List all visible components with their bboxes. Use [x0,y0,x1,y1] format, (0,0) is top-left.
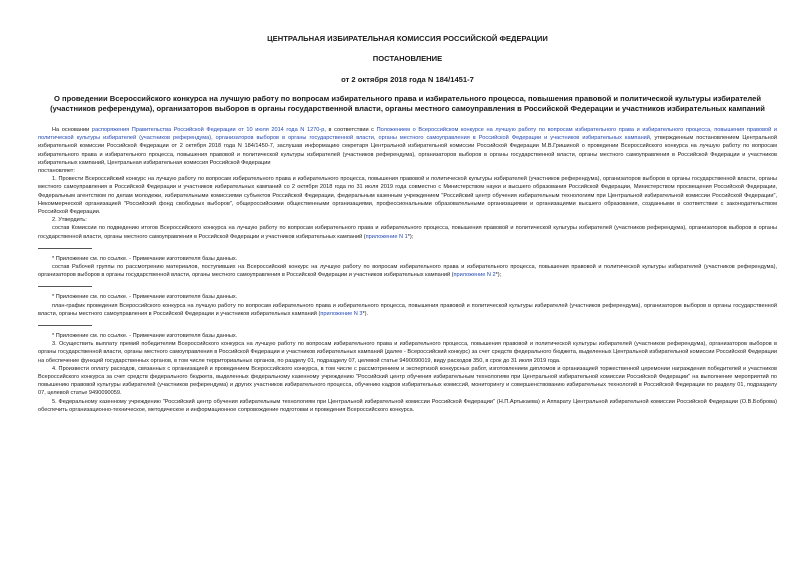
appendix-3-link[interactable]: приложение N 3 [320,310,363,317]
footnote-3: * Приложение см. по ссылке. - Примечание изготовителя базы данных. [52,333,238,340]
document-date-number: от 2 октября 2018 года N 184/1451-7 [341,75,474,84]
resolves-line: постановляет: [38,168,75,175]
item-2c-end: *). [362,310,369,317]
footnote-separator [38,286,92,287]
preamble-text-3: , утвержденным постановлением Центральной избирательной комиссии Российской Федерации от 2 октября 2018 года N 184/1450-7, заслушав информацию секретаря Центральной избирательной комиссии Российской Федерации М.В.Гришиной о проведении Всероссийского конкурса на лучшую работу по вопросам избирательного права и избирательного процесса, повышения правовой и политической культуры избирателей (участников референдума), организаторов выборов в органы государственной власти, органы местного самоуправления в Российской Федерации и участников избирательных кампаний, Центральная избирательная комиссия Российской Федерации [38,135,777,166]
item-3: 3. Осуществить выплату премий победителям Всероссийского конкурса на лучшую работу по вопросам избирательного права и избирательного процесса, повышения правовой и политической культуры избирателей (участников референдума), организаторов выборов в органы государственной власти, органы местного самоуправления в Российской Федерации и участников избирательных кампаний (далее - Всероссийский конкурс) за счет средств федерального бюджета, выделенных Центральной избирательной комиссии Российской Федерации на обеспечение функций государственных органов, в том числе территориальных органов, по разделу 01, подразделу 07, целевой статье 9490090019, виду расходов 350, в срок до 31 июля 2019 года. [38,341,777,364]
issuing-authority: ЦЕНТРАЛЬНАЯ ИЗБИРАТЕЛЬНАЯ КОМИССИЯ РОССИЙСКОЙ ФЕДЕРАЦИИ [267,34,548,43]
appendix-2-link[interactable]: приложение N 2 [453,272,496,279]
government-order-link[interactable]: распоряжения Правительства Российской Федерации от 10 июля 2014 года N 1270-р [91,127,325,133]
item-1: 1. Провести Всероссийский конкурс на лучшую работу по вопросам избирательного права и избирательного процесса, повышения правовой и политической культуры избирателей (участников референдума), организаторов выборов в органы государственной власти, органы местного самоуправления в Российской Федерации и участников избирательных кампаний со 2 октября 2018 года по 31 июля 2019 года совместно с Министерством науки и высшего образования Российской Федерации, Министерством просвещения Российской Федерации, Федеральным агентством по делам молодежи, избирательными комиссиями субъектов Российской Федерации, федеральным казенным учреждением "Российский центр обучения избирательным технологиям при Центральной избирательной комиссии Российской Федерации", Некоммерческой организацией "Российский фонд свободных выборов", общероссийскими общественными организациями, профессиональными образовательными организациями и организациями высшего образования, созданными в соответствии с законодательством Российской Федерации. [38,176,777,216]
preamble-paragraph [38,126,777,167]
item-2: 2. Утвердить: [52,217,87,224]
item-2b-end: *); [495,272,502,279]
document-type: ПОСТАНОВЛЕНИЕ [372,54,443,63]
preamble-text-2: , в соответствии с [324,127,377,133]
document-title: О проведении Всероссийского конкурса на лучшую работу по вопросам избирательного права и избирательного процесса, повышения правовой и политической культуры избирателей (участников референдума), организаторов выборов в органы государственной власти, органы местного самоуправления в Российской Федерации и участников избирательных кампаний [50,94,765,113]
item-2b [38,263,777,279]
footnote-2: * Приложение см. по ссылке. - Примечание изготовителя базы данных. [52,294,238,301]
footnote-separator [38,325,92,326]
item-2c-text: план-график проведения Всероссийского конкурса на лучшую работу по вопросам избирательного права и избирательного процесса, повышения правовой и политической культуры избирателей (участников референдума), организаторов выборов в органы государственной власти, органы местного самоуправления в Российской Федерации и участников избирательных кампаний ( [38,302,777,317]
footnote-1: * Приложение см. по ссылке. - Примечание изготовителя базы данных. [52,255,238,262]
item-2c [38,302,777,318]
preamble-text-1: На основании [52,127,92,133]
item-5: 5. Федеральному казенному учреждению "Российский центр обучения избирательным технологиям при Центральной избирательной комиссии Российской Федерации" (Н.П.Артыкаева) и Аппарату Центральной избирательной комиссии Российской Федерации (О.В.Боброва) обеспечить организационно-техническое, методическое и информационное сопровождение подготовки и проведения Всероссийского конкурса. [38,398,777,413]
item-2b-text: состав Рабочей группы по рассмотрению материалов, поступивших на Всероссийский конкурс на лучшую работу по вопросам избирательного права и избирательного процесса, повышения правовой и политической культуры избирателей (участников референдума), организаторов выборов в органы государственной власти, органы местного самоуправления в Российской Федерации и участников избирательных кампаний ( [38,264,777,279]
regulation-link[interactable]: Положением о Всероссийском конкурсе на лучшую работу по вопросам избирательного права и избирательного процесса, повышения правовой и политической культуры избирателей (участников референдума), организаторов выборов в органы государственной власти, органы местного самоуправления в Российской Федерации и участников избирательных кампаний [38,127,777,142]
item-4: 4. Произвести оплату расходов, связанных с организацией и проведением Всероссийского конкурса, в том числе с рассмотрением и экспертизой конкурсных работ, изготовлением дипломов и организацией торжественной церемонии награждения победителей и участников Всероссийского конкурса за счет средств федерального бюджета, выделенных федеральному казенному учреждению "Российский центр обучения избирательным технологиям при Центральной избирательной комиссии Российской Федерации" на выполнение мероприятий по повышению правовой культуры избирателей (участников референдума) и других участников избирательного процесса, обучению кадров избирательных комиссий, мониторингу и совершенствованию избирательных технологий в Российской Федерации по разделу 01, подразделу 07, целевой статье 9490090059. [38,365,777,397]
appendix-1-link[interactable]: приложение N 1 [365,233,408,240]
item-2a [38,224,777,240]
item-2a-end: *); [407,233,414,240]
footnote-separator [38,248,92,249]
document-body [38,126,777,414]
item-2a-text: состав Комиссии по подведению итогов Всероссийского конкурса на лучшую работу по вопросам избирательного права и избирательного процесса, повышения правовой и политической культуры избирателей (участников референдума), организаторов выборов в органы государственной власти, органы местного самоуправления в Российской Федерации и участников избирательных кампаний ( [38,225,777,240]
